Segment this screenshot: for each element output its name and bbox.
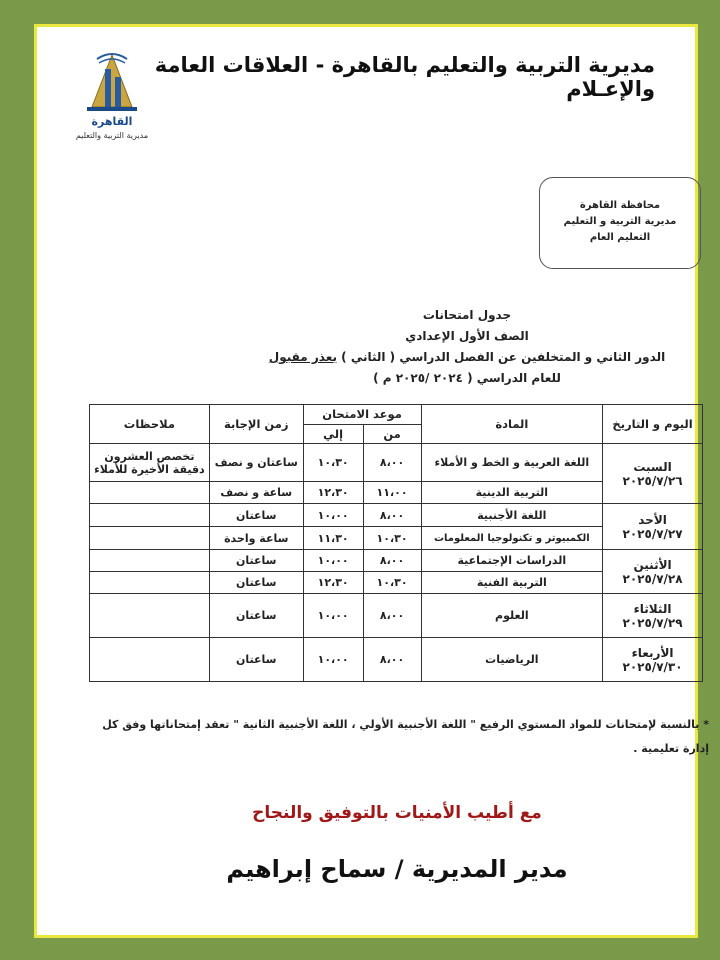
header-to: إلي	[303, 424, 363, 444]
page-frame	[12, 10, 708, 950]
academic-year: للعام الدراسي ( ٢٠٢٤ /٢٠٢٥ م )	[373, 371, 561, 385]
logo-text: القاهرة	[91, 115, 133, 128]
logo-subtext: مديرية التربية والتعليم	[75, 131, 149, 140]
from-cell: ١١،٠٠	[363, 482, 421, 504]
session-text: الدور الثاني و المتخلفين عن الفصل الدراسي ( الثاني )	[336, 350, 666, 364]
good-wishes: مع أطيب الأمنيات بالتوفيق والنجاح	[252, 803, 542, 823]
to-cell: ١٢،٣٠	[303, 482, 363, 504]
exam-schedule-table	[89, 404, 703, 682]
from-cell: ٨،٠٠	[363, 550, 421, 572]
header-title: مديرية التربية والتعليم بالقاهرة - العلاقات العامة والإعـلام	[154, 53, 655, 101]
gov-line-3: التعليم العام	[589, 232, 651, 243]
subject-cell: الرياضيات	[421, 638, 603, 682]
to-cell: ١٢،٣٠	[303, 572, 363, 594]
day-name: الثلاثاء	[633, 601, 672, 616]
notes-cell	[90, 638, 210, 682]
duration-cell: ساعة واحدة	[209, 527, 303, 550]
subject-cell: التربية الفنية	[421, 572, 603, 594]
duration-cell: ساعتان	[209, 572, 303, 594]
header-subject: المادة	[421, 405, 603, 444]
gov-line-2: مديرية التربية و التعليم	[563, 216, 677, 227]
header-day-date: اليوم و التاريخ	[603, 405, 703, 444]
gov-line-1: محافظة القاهرة	[579, 200, 661, 211]
day-cell	[603, 550, 703, 594]
notes-cell: تخصص العشرون دقيقة الأخيرة للأملاء	[90, 444, 210, 482]
day-date: ٢٠٢٥/٧/٢٩	[622, 615, 683, 630]
duration-cell: ساعة و نصف	[209, 482, 303, 504]
notes-cell	[90, 482, 210, 504]
subject-cell: الكمبيوتر و تكنولوجيا المعلومات	[421, 527, 603, 550]
day-name: الأحد	[638, 512, 667, 527]
day-date: ٢٠٢٥/٧/٢٧	[622, 526, 683, 541]
notes-cell	[90, 572, 210, 594]
from-cell: ٨،٠٠	[363, 638, 421, 682]
notes-cell	[90, 550, 210, 572]
schedule-title-block	[257, 305, 677, 389]
header-exam-time: موعد الامتحان	[303, 405, 421, 425]
subject-cell: الدراسات الإجتماعية	[421, 550, 603, 572]
subject-cell: اللغة الأجنبية	[421, 504, 603, 527]
duration-cell: ساعتان	[209, 550, 303, 572]
day-date: ٢٠٢٥/٧/٢٨	[622, 571, 683, 586]
logo-emblem-icon	[67, 47, 157, 117]
day-name: الأثنين	[633, 557, 672, 572]
day-name: الأربعاء	[631, 645, 674, 660]
document-sheet	[34, 24, 709, 938]
header-notes: ملاحظات	[90, 405, 210, 444]
footnote: * بالنسبة لإمتحانات للمواد المستوي الرفيع " اللغة الأجنبية الأولي ، اللغة الأجنبية الثانية " تعقد إمتحاناتها وفق كل إدارة تعليمية .	[102, 718, 709, 755]
to-cell: ١٠،٣٠	[303, 444, 363, 482]
day-date: ٢٠٢٥/٧/٢٦	[622, 473, 683, 488]
to-cell: ١٠،٠٠	[303, 638, 363, 682]
grade-title: الصف الأول الإعدادي	[405, 329, 529, 343]
from-cell: ١٠،٣٠	[363, 527, 421, 550]
from-cell: ٨،٠٠	[363, 504, 421, 527]
subject-cell: التربية الدينية	[421, 482, 603, 504]
duration-cell: ساعتان و نصف	[209, 444, 303, 482]
duration-cell: ساعتان	[209, 638, 303, 682]
subject-cell: العلوم	[421, 594, 603, 638]
session-title	[257, 347, 677, 368]
subject-cell: اللغة العربية و الخط و الأملاء	[421, 444, 603, 482]
day-cell	[603, 638, 703, 682]
from-cell: ٨،٠٠	[363, 594, 421, 638]
duration-cell: ساعتان	[209, 504, 303, 527]
to-cell: ١٠،٠٠	[303, 594, 363, 638]
day-cell	[603, 444, 703, 504]
notes-cell	[90, 594, 210, 638]
session-underlined: بعذر مقبول	[268, 350, 337, 364]
to-cell: ١١،٣٠	[303, 527, 363, 550]
schedule-title: جدول امتحانات	[422, 308, 512, 322]
notes-cell	[90, 527, 210, 550]
day-date: ٢٠٢٥/٧/٣٠	[622, 659, 683, 674]
day-cell	[603, 594, 703, 638]
day-name: السبت	[633, 459, 672, 474]
header-duration: زمن الإجابة	[209, 405, 303, 444]
notes-cell	[90, 504, 210, 527]
directorate-logo	[67, 47, 157, 152]
director-signature: مدير المديرية / سماح إبراهيم	[226, 855, 568, 883]
to-cell: ١٠،٠٠	[303, 504, 363, 527]
header-from: من	[363, 424, 421, 444]
from-cell: ١٠،٣٠	[363, 572, 421, 594]
to-cell: ١٠،٠٠	[303, 550, 363, 572]
governorate-box	[539, 177, 701, 269]
from-cell: ٨،٠٠	[363, 444, 421, 482]
duration-cell: ساعتان	[209, 594, 303, 638]
day-cell	[603, 504, 703, 550]
